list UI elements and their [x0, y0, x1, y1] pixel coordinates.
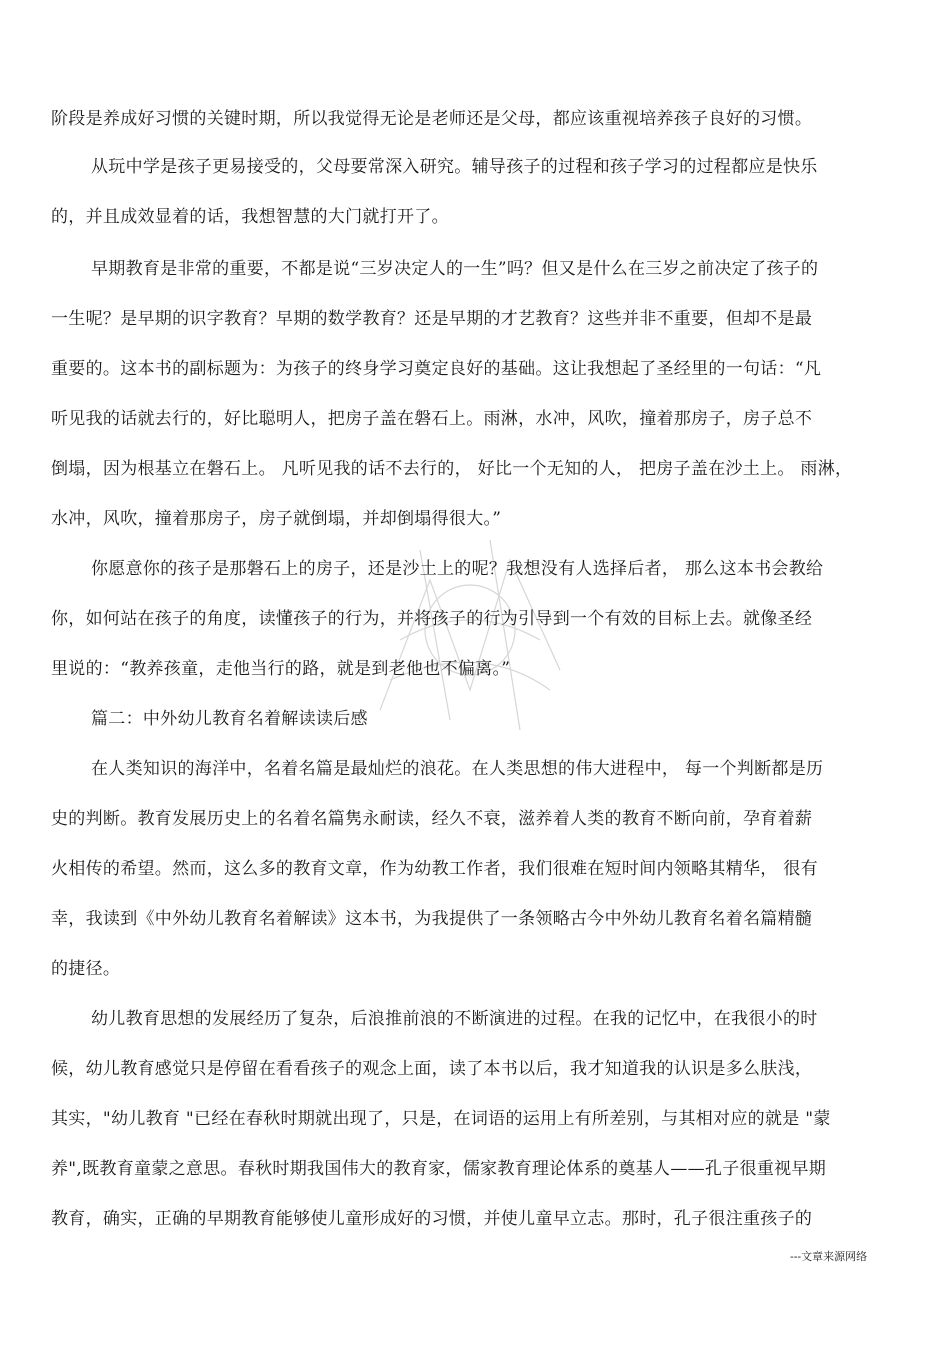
section-heading: 篇二：中外幼儿教育名着解读读后感 [91, 709, 368, 729]
text-line: 史的判断。教育发展历史上的名着名篇隽永耐读，经久不衰，滋养着人类的教育不断向前，孕育着薪 [51, 809, 813, 829]
text-line: 重要的。这本书的副标题为：为孩子的终身学习奠定良好的基础。这让我想起了圣经里的一句话：“凡 [51, 359, 822, 379]
text-line: 你愿意你的孩子是那磐石上的房子，还是沙土上的呢？我想没有人选择后者， 那么这本书会教给 [91, 559, 824, 579]
text-line: 早期教育是非常的重要，不都是说“三岁决定人的一生”吗？但又是什么在三岁之前决定了孩子的 [91, 259, 819, 279]
text-line: 里说的：“教养孩童，走他当行的路，就是到老他也不偏离。” [51, 659, 511, 679]
text-line: 倒塌，因为根基立在磐石上。 凡听见我的话不去行的， 好比一个无知的人， 把房子盖在沙土上。 雨淋， [51, 459, 853, 479]
text-line: 其实，"幼儿教育 "已经在春秋时期就出现了，只是，在词语的运用上有所差别，与其相对应的就是 "蒙 [51, 1109, 831, 1129]
text-line: 幸，我读到《中外幼儿教育名着解读》这本书，为我提供了一条领略古今中外幼儿教育名着名篇精髓 [51, 909, 813, 929]
text-line: 火相传的希望。然而，这么多的教育文章，作为幼教工作者，我们很难在短时间内领略其精华， 很有 [51, 859, 818, 879]
text-line: 水冲，风吹，撞着那房子，房子就倒塌，并却倒塌得很大。” [51, 509, 502, 529]
text-line: 幼儿教育思想的发展经历了复杂，后浪推前浪的不断演进的过程。在我的记忆中，在我很小的时 [91, 1009, 818, 1029]
source-footer: ---文章来源网络 [790, 1250, 868, 1263]
watermark-stamp [360, 520, 580, 740]
text-line: 的，并且成效显着的话，我想智慧的大门就打开了。 [51, 207, 449, 227]
text-line: 教育，确实，正确的早期教育能够使儿童形成好的习惯，并使儿童早立志。那时，孔子很注重孩子的 [51, 1209, 813, 1229]
text-line: 阶段是养成好习惯的关键时期，所以我觉得无论是老师还是父母，都应该重视培养孩子良好的习惯。 [51, 109, 813, 129]
text-line: 听见我的话就去行的，好比聪明人，把房子盖在磐石上。雨淋，水冲，风吹，撞着那房子，房子总不 [51, 409, 813, 429]
text-line: 候，幼儿教育感觉只是停留在看看孩子的观念上面，读了本书以后，我才知道我的认识是多么肤浅， [51, 1059, 813, 1079]
text-line: 从玩中学是孩子更易接受的，父母要常深入研究。辅导孩子的过程和孩子学习的过程都应是快乐 [91, 157, 818, 177]
text-line: 的捷径。 [51, 959, 121, 979]
text-line: 在人类知识的海洋中，名着名篇是最灿烂的浪花。在人类思想的伟大进程中， 每一个判断都是历 [91, 759, 824, 779]
text-line: 你，如何站在孩子的角度，读懂孩子的行为，并将孩子的行为引导到一个有效的目标上去。就像圣经 [51, 609, 813, 629]
text-line: 一生呢？是早期的识字教育？早期的数学教育？还是早期的才艺教育？这些并非不重要，但却不是最 [51, 309, 813, 329]
text-line: 养",既教育童蒙之意思。春秋时期我国伟大的教育家，儒家教育理论体系的奠基人——孔子很重视早期 [51, 1159, 827, 1179]
